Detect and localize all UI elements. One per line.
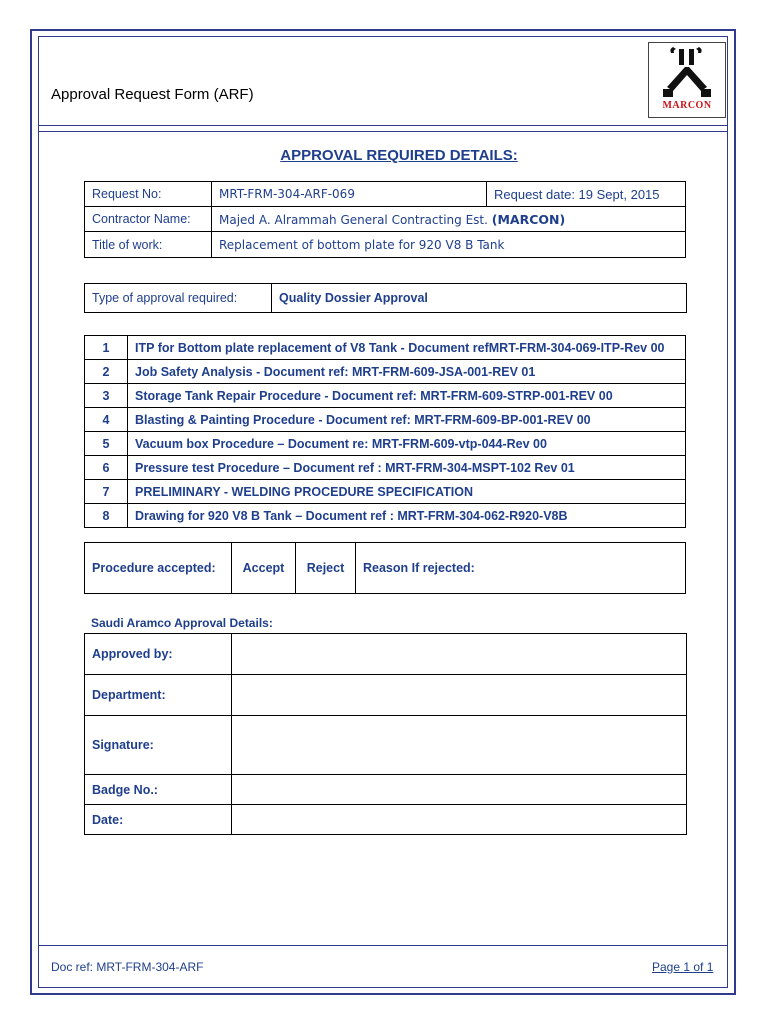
contractor-abbrev: (MARCON) bbox=[491, 211, 566, 227]
request-date: Request date: 19 Sept, 2015 bbox=[487, 182, 686, 207]
table-row bbox=[85, 384, 686, 408]
doc-number: 4 bbox=[85, 408, 128, 432]
approval-type-label: Type of approval required: bbox=[85, 284, 272, 313]
table-row bbox=[85, 360, 686, 384]
doc-number: 8 bbox=[85, 504, 128, 528]
doc-text: Drawing for 920 V8 B Tank – Document ref : MRT-FRM-304-062-R920-V8B bbox=[128, 504, 686, 528]
doc-number: 1 bbox=[85, 336, 128, 360]
contractor-cell bbox=[212, 207, 686, 232]
table-row bbox=[85, 480, 686, 504]
approval-type-value: Quality Dossier Approval bbox=[272, 284, 687, 313]
request-details-table bbox=[84, 181, 686, 258]
doc-text: Blasting & Painting Procedure - Document ref: MRT-FRM-609-BP-001-REV 00 bbox=[128, 408, 686, 432]
table-row bbox=[85, 336, 686, 360]
form-title: Approval Request Form (ARF) bbox=[51, 86, 254, 103]
badge-no-label: Badge No.: bbox=[85, 775, 232, 805]
table-row bbox=[85, 432, 686, 456]
doc-text: ITP for Bottom plate replacement of V8 Tank - Document refMRT-FRM-304-069-ITP-Rev 00 bbox=[128, 336, 686, 360]
contractor-label: Contractor Name: bbox=[85, 207, 212, 232]
contractor-value: Majed A. Alrammah General Contracting Est. bbox=[219, 212, 488, 227]
doc-text: Vacuum box Procedure – Document re: MRT-FRM-609-vtp-044-Rev 00 bbox=[128, 432, 686, 456]
section-heading: APPROVAL REQUIRED DETAILS: bbox=[280, 147, 518, 164]
date-label: Date: bbox=[85, 805, 232, 835]
doc-text: PRELIMINARY - WELDING PROCEDURE SPECIFICATION bbox=[128, 480, 686, 504]
saudi-aramco-heading: Saudi Aramco Approval Details: bbox=[91, 616, 273, 630]
approved-by-label: Approved by: bbox=[85, 634, 232, 675]
table-row bbox=[85, 408, 686, 432]
footer-page-number: Page 1 of 1 bbox=[652, 960, 714, 974]
approval-type-table bbox=[84, 283, 687, 313]
reject-option[interactable]: Reject bbox=[296, 543, 356, 594]
approved-by-field[interactable] bbox=[232, 634, 687, 675]
request-no-label: Request No: bbox=[85, 182, 212, 207]
header-divider-2 bbox=[38, 131, 728, 132]
title-value: Replacement of bottom plate for 920 V8 B Tank bbox=[212, 232, 686, 258]
doc-number: 5 bbox=[85, 432, 128, 456]
footer-doc-ref: Doc ref: MRT-FRM-304-ARF bbox=[51, 960, 204, 974]
doc-number: 7 bbox=[85, 480, 128, 504]
doc-text: Pressure test Procedure – Document ref : MRT-FRM-304-MSPT-102 Rev 01 bbox=[128, 456, 686, 480]
reason-if-rejected: Reason If rejected: bbox=[356, 543, 686, 594]
procedure-label: Procedure accepted: bbox=[85, 543, 232, 594]
signature-field[interactable] bbox=[232, 716, 687, 775]
department-label: Department: bbox=[85, 675, 232, 716]
saudi-aramco-table bbox=[84, 633, 687, 835]
marcon-logo bbox=[648, 42, 726, 118]
table-row bbox=[85, 504, 686, 528]
date-field[interactable] bbox=[232, 805, 687, 835]
doc-number: 6 bbox=[85, 456, 128, 480]
table-row bbox=[85, 456, 686, 480]
doc-number: 3 bbox=[85, 384, 128, 408]
logo-text: MARCON bbox=[662, 100, 712, 111]
footer-divider bbox=[38, 945, 728, 946]
accept-option[interactable]: Accept bbox=[232, 543, 296, 594]
request-no-value: MRT-FRM-304-ARF-069 bbox=[212, 182, 487, 207]
document-list-table bbox=[84, 335, 686, 528]
doc-number: 2 bbox=[85, 360, 128, 384]
department-field[interactable] bbox=[232, 675, 687, 716]
doc-text: Job Safety Analysis - Document ref: MRT-FRM-609-JSA-001-REV 01 bbox=[128, 360, 686, 384]
procedure-acceptance-table bbox=[84, 542, 686, 594]
badge-no-field[interactable] bbox=[232, 775, 687, 805]
signature-label: Signature: bbox=[85, 716, 232, 775]
doc-text: Storage Tank Repair Procedure - Document ref: MRT-FRM-609-STRP-001-REV 00 bbox=[128, 384, 686, 408]
header-divider bbox=[38, 125, 728, 126]
title-label: Title of work: bbox=[85, 232, 212, 258]
